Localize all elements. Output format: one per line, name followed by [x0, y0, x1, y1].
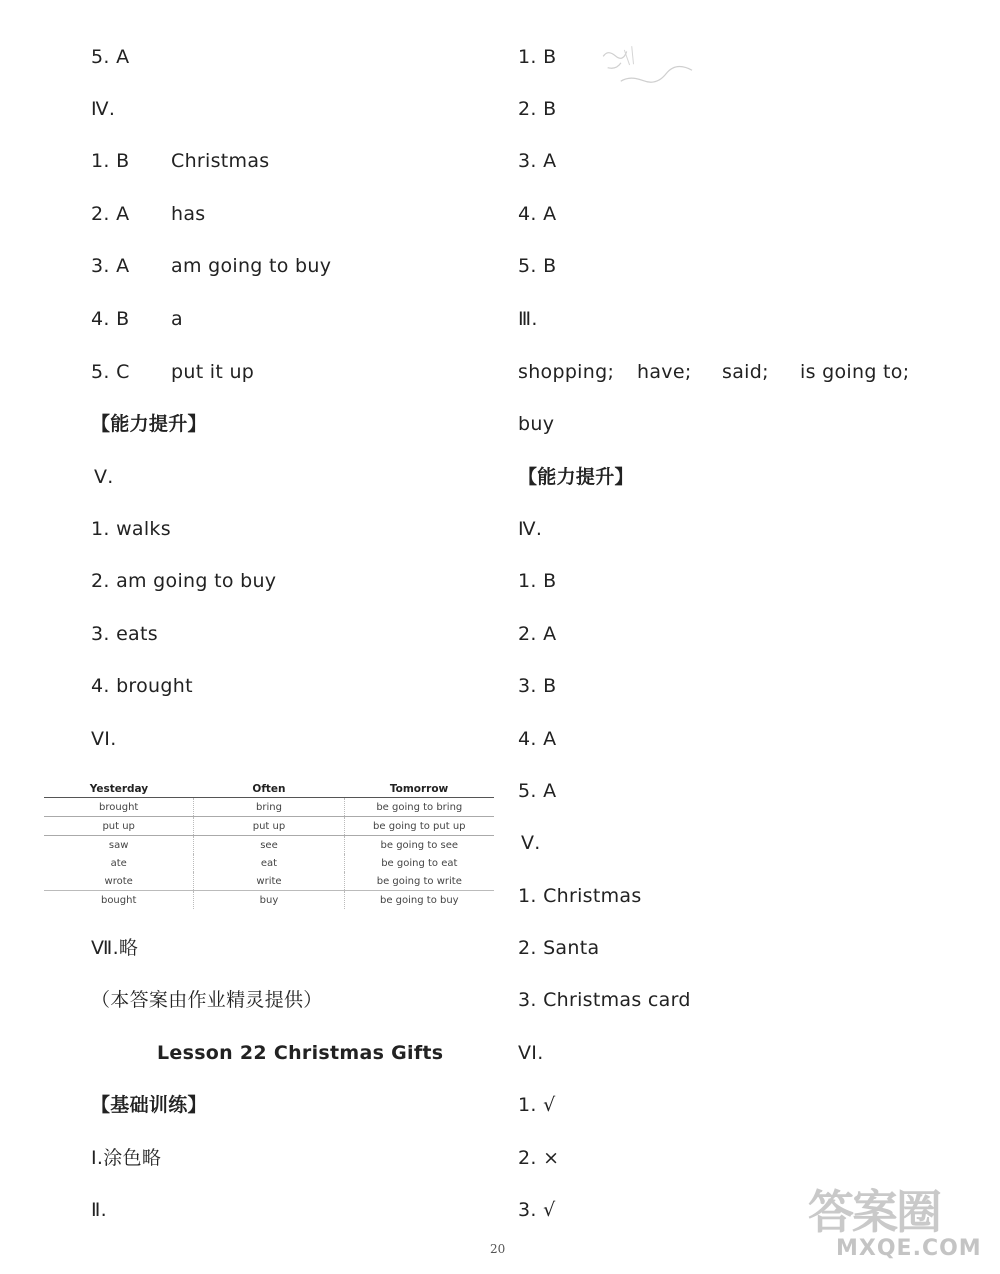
section-label: Ⅳ.: [518, 518, 543, 540]
answer-line: 2. A: [518, 623, 557, 645]
fill-word: buy: [518, 413, 555, 435]
answer-text: am going to buy: [171, 255, 332, 277]
table-cell: be going to put up: [344, 817, 494, 836]
table-cell: saw: [44, 836, 194, 855]
answer-line: 4. A: [518, 728, 557, 750]
table-cell: write: [194, 872, 344, 891]
table-cell: be going to see: [344, 836, 494, 855]
fill-word: have;: [637, 361, 692, 383]
handwritten-mark: [593, 23, 717, 124]
table-cell: be going to buy: [344, 891, 494, 910]
answer-line: 2. B: [518, 98, 557, 120]
answer-line: 1. √: [518, 1094, 556, 1116]
answer-line: 5. B: [518, 255, 557, 277]
answer-line: [91, 149, 270, 173]
answer-line: 1. B: [518, 46, 557, 68]
answer-line: Ⅰ.涂色略: [91, 1147, 162, 1169]
answer-line: 2. Santa: [518, 937, 600, 959]
answer-text: has: [171, 203, 206, 225]
lesson-title: Lesson 22 Christmas Gifts: [157, 1042, 444, 1064]
scribble-icon: [593, 23, 717, 124]
table-header: Tomorrow: [344, 782, 494, 798]
watermark-text: 答案圈: [808, 1185, 940, 1239]
table-header: Yesterday: [44, 782, 194, 798]
answer-number: 4. B: [91, 308, 130, 330]
answer-number: 1. B: [91, 150, 130, 172]
answer-line: 5. A: [518, 780, 557, 802]
table-cell: be going to write: [376, 875, 462, 887]
answer-line: 3. √: [518, 1199, 556, 1221]
answer-line: 5. A: [91, 46, 130, 68]
watermark-url: MXQE.COM: [836, 1236, 982, 1261]
section-label: VI.: [518, 1042, 544, 1064]
provider-note: （本答案由作业精灵提供）: [91, 989, 323, 1011]
page-number: 20: [490, 1242, 506, 1256]
table-row: [44, 798, 494, 817]
section-label: Ⅴ.: [521, 832, 541, 854]
fill-word: is going to;: [800, 361, 910, 383]
table-row: [44, 854, 494, 872]
section-heading: 【能力提升】: [91, 413, 207, 435]
section-heading: 【基础训练】: [91, 1094, 207, 1116]
fill-word: shopping;: [518, 361, 615, 383]
table-cell: ate: [110, 857, 127, 869]
section-label: Ⅴ.: [94, 466, 114, 488]
table-row: [44, 836, 494, 855]
answer-number: 3. A: [91, 255, 130, 277]
table-cell: put up: [44, 817, 194, 836]
answer-line: 3. A: [518, 150, 557, 172]
answer-line: 1. walks: [91, 518, 171, 540]
answer-line: [91, 202, 206, 226]
table-cell: see: [194, 836, 344, 855]
answer-line: 2. ×: [518, 1147, 560, 1169]
table-cell: wrote: [104, 875, 133, 887]
answer-line: 3. Christmas card: [518, 989, 691, 1011]
table-cell: buy: [194, 891, 344, 910]
table-cell: eat: [194, 854, 344, 872]
section-label: VI.: [91, 728, 117, 750]
table-row: [44, 891, 494, 910]
answer-text: a: [171, 308, 183, 330]
table-cell: put up: [194, 817, 344, 836]
watermark-logo: [808, 1186, 988, 1266]
tense-table: [44, 782, 494, 909]
answer-line: Ⅶ.略: [91, 937, 139, 959]
section-label: Ⅱ.: [91, 1199, 107, 1221]
fill-word: said;: [722, 361, 769, 383]
answer-line: [91, 254, 332, 278]
table-cell: bring: [194, 798, 344, 817]
answer-line: 1. B: [518, 570, 557, 592]
answer-line: 4. brought: [91, 675, 193, 697]
section-heading: 【能力提升】: [518, 466, 634, 488]
answer-line: 4. A: [518, 203, 557, 225]
answer-text: put it up: [171, 361, 255, 383]
table-header-row: [44, 782, 494, 798]
answer-line: [91, 360, 255, 384]
section-label: Ⅳ.: [91, 98, 116, 120]
table-cell: brought: [99, 801, 139, 813]
answer-number: 2. A: [91, 203, 130, 225]
answer-line: 2. am going to buy: [91, 570, 277, 592]
table-row: [44, 872, 494, 891]
answer-line: [91, 307, 183, 331]
answer-number: 5. C: [91, 361, 130, 383]
table-cell: be going to eat: [381, 857, 458, 869]
table-header: Often: [194, 782, 344, 798]
table-row: [44, 817, 494, 836]
answer-line: 3. B: [518, 675, 557, 697]
section-label: Ⅲ.: [518, 308, 538, 330]
answer-line: 3. eats: [91, 623, 158, 645]
table-cell: bought: [44, 891, 194, 910]
table-cell: be going to bring: [376, 801, 463, 813]
answer-line: 1. Christmas: [518, 885, 642, 907]
answer-text: Christmas: [171, 150, 270, 172]
